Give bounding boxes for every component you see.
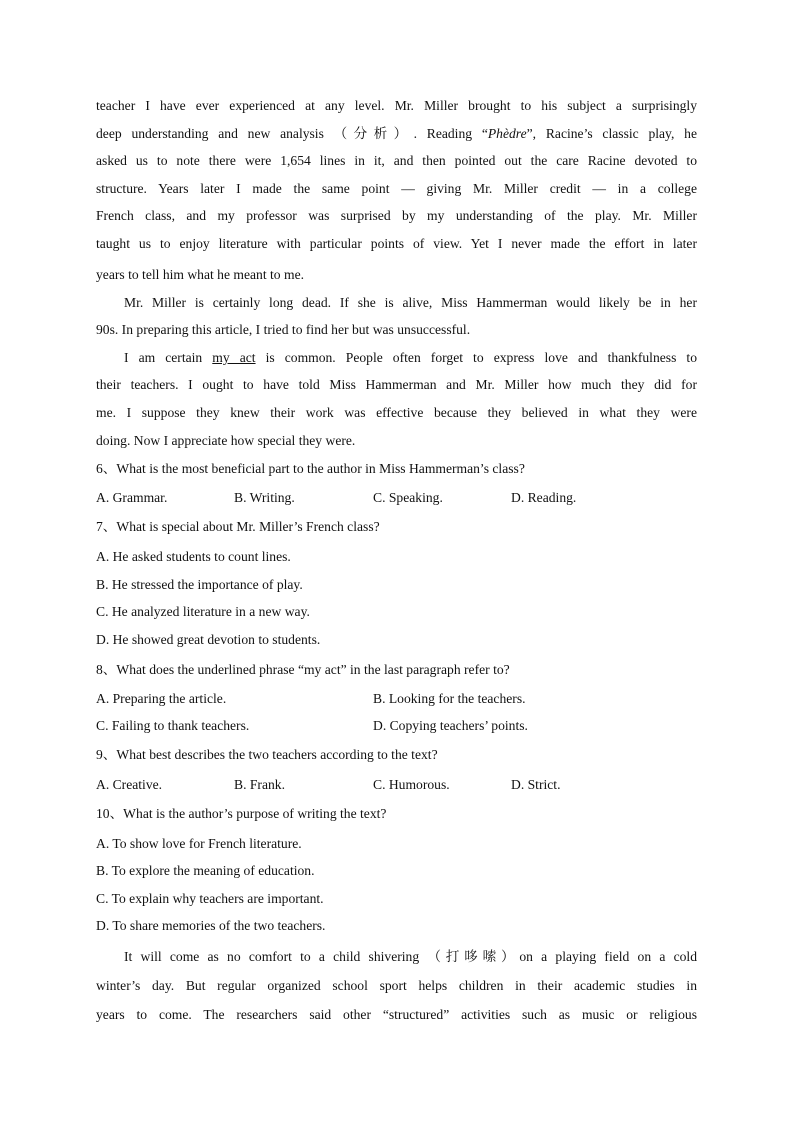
option-c: C. Failing to thank teachers. — [96, 718, 250, 733]
text-line: structure. Years later I made the same point — giving Mr. Miller credit — in a college — [96, 180, 697, 196]
option-d: D. Copying teachers’ points. — [373, 718, 528, 733]
paragraph-hammerman — [124, 289, 697, 317]
option-b: B. He stressed the importance of play. — [96, 577, 303, 592]
text-line: asked us to note there were 1,654 lines in it, and then pointed out the care Racine devoted to — [96, 153, 697, 168]
option-d: D. Strict. — [511, 777, 561, 792]
paragraph-my-act-cont — [96, 371, 697, 426]
text-line: 90s. In preparing this article, I tried to find her but was unsuccessful. — [96, 322, 471, 337]
option-a: A. Creative. — [96, 777, 163, 792]
question-stem: 6、What is the most beneficial part to the author in Miss Hammerman’s class? — [96, 461, 525, 476]
option-a: A. Grammar. — [96, 490, 168, 505]
text-line: I am certain my act is common. People often forget to express love and thankfulness to — [124, 350, 697, 365]
text-line: winter’s day. But regular organized school sport helps children in their academic studies in — [96, 978, 697, 993]
option-a: A. He asked students to count lines. — [96, 549, 291, 564]
text-line: taught us to enjoy literature with particular points of view. Yet I never made the effort in later — [96, 235, 697, 251]
play-title: Phèdre — [487, 125, 527, 141]
option-c: C. He analyzed literature in a new way. — [96, 604, 310, 619]
option-b: B. To explore the meaning of education. — [96, 863, 315, 878]
paragraph-school-sport-cont — [96, 971, 697, 1029]
text-line: years to come. The researchers said other “structured” activities such as music or religious — [96, 1007, 697, 1022]
option-c: C. Speaking. — [373, 490, 443, 505]
question-stem: 9、What best describes the two teachers according to the text? — [96, 747, 438, 762]
option-d: D. He showed great devotion to students. — [96, 632, 321, 647]
text-line: their teachers. I ought to have told Miss Hammerman and Mr. Miller how much they did for — [96, 377, 697, 392]
question-stem: 7、What is special about Mr. Miller’s French class? — [96, 519, 380, 534]
option-c: C. To explain why teachers are important. — [96, 891, 324, 906]
option-d: D. To share memories of the two teachers. — [96, 918, 326, 933]
option-b: B. Frank. — [234, 777, 285, 792]
option-b: B. Looking for the teachers. — [373, 691, 526, 706]
text-line: years to tell him what he meant to me. — [96, 267, 305, 282]
text-line: me. I suppose they knew their work was effective because they believed in what they were — [96, 404, 697, 420]
text-line: deep understanding and new analysis （分析）. Reading “Phèdre”, Racine’s classic play, he — [96, 125, 697, 141]
text-line: Mr. Miller is certainly long dead. If she is alive, Miss Hammerman would likely be in her — [124, 295, 697, 310]
option-a: A. To show love for French literature. — [96, 836, 302, 851]
option-a: A. Preparing the article. — [96, 691, 227, 706]
question-stem: 8、What does the underlined phrase “my act” in the last paragraph refer to? — [96, 662, 510, 677]
option-d: D. Reading. — [511, 490, 577, 505]
text-line: French class, and my professor was surprised by my understanding of the play. Mr. Miller — [96, 208, 697, 223]
underlined-phrase: my act — [212, 350, 256, 365]
text-line: doing. Now I appreciate how special they were. — [96, 433, 356, 448]
option-b: B. Writing. — [234, 490, 295, 505]
option-c: C. Humorous. — [373, 777, 450, 792]
paragraph-school-sport — [124, 942, 697, 971]
question-stem: 10、What is the author’s purpose of writing the text? — [96, 806, 387, 821]
paragraph-miller — [96, 92, 697, 257]
paragraph-my-act — [124, 344, 697, 372]
text-line: It will come as no comfort to a child shivering （打哆嗦）on a playing field on a cold — [124, 949, 697, 964]
text-line: teacher I have ever experienced at any level. Mr. Miller brought to his subject a surprisingly — [96, 98, 697, 113]
